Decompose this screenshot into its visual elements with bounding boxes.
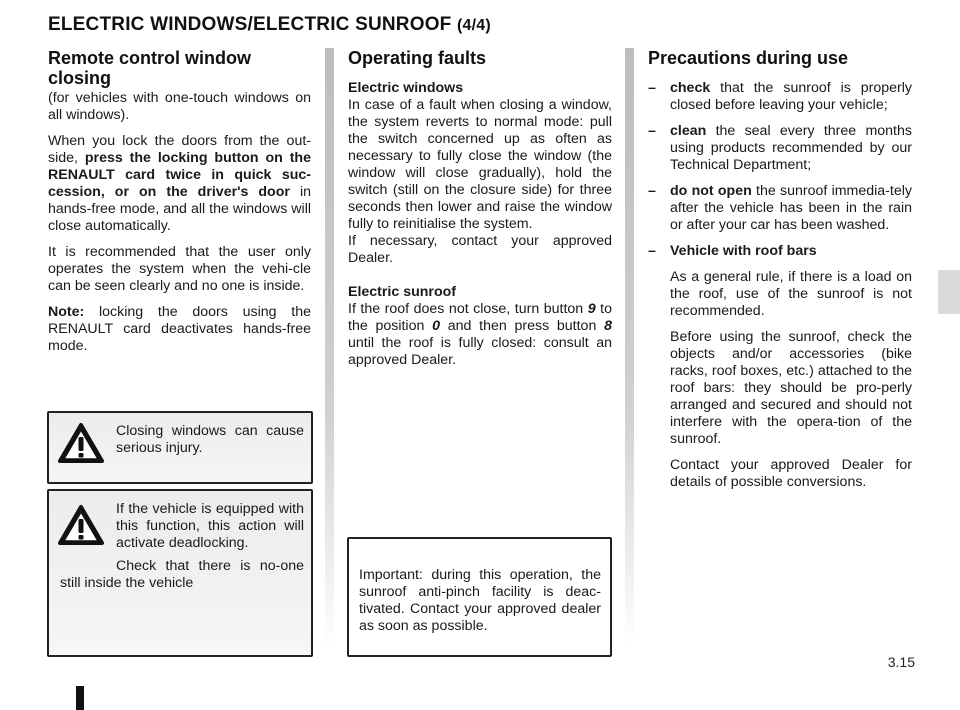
roof-bars-text-1: As a general rule, if there is a load on the roof, use of the sunroof is not recommended. xyxy=(670,269,912,319)
electric-sunroof-text xyxy=(348,301,612,369)
column-divider-left xyxy=(325,48,334,648)
locking-text-end: in hands-free mode, and all the windows will close automatically. xyxy=(48,184,311,234)
column-remote-closing xyxy=(48,48,311,364)
list-item xyxy=(648,183,912,234)
precautions-list xyxy=(648,80,912,260)
section-heading-operating-faults: Operating faults xyxy=(348,48,487,68)
button-8-ref: 8 xyxy=(604,318,612,334)
warning-box-deadlocking xyxy=(47,489,313,657)
warning-injury-text: Closing windows can cause serious injury. xyxy=(116,423,304,456)
button-9-ref: 9 xyxy=(587,301,596,317)
dash-mark: – xyxy=(648,80,656,96)
warning-triangle-icon xyxy=(57,504,105,546)
important-text: Important: during this operation, the sunroof anti-pinch facility is deac-tivated. Contact your approved dealer as soon as possible. xyxy=(359,567,601,634)
roof-bars-text-3: Contact your approved Dealer for details of possible conversions. xyxy=(670,457,912,490)
page-title xyxy=(48,14,491,36)
sunroof-text-d: until the roof is fully closed: consult an approved Dealer. xyxy=(348,335,612,368)
note-paragraph xyxy=(48,304,311,355)
sunroof-text-b: to the position xyxy=(348,301,612,334)
chapter-tab xyxy=(938,270,960,314)
precaution-key: Vehicle with roof bars xyxy=(670,243,817,259)
subheading-electric-sunroof: Electric sunroof xyxy=(348,284,457,300)
precaution-key: do not open xyxy=(670,183,752,199)
sunroof-text-a: If the roof does not close, turn button xyxy=(348,301,584,317)
column-precautions xyxy=(648,48,912,500)
dash-mark: – xyxy=(648,183,656,199)
locking-text-bold: press the locking button on the RENAULT card twice in quick suc-cession, or on the driver's door xyxy=(48,150,311,200)
electric-windows-contact: If necessary, contact your approved Dealer. xyxy=(348,233,612,266)
note-text: locking the doors using the RENAULT card deactivates hands-free mode. xyxy=(48,304,311,354)
roof-bars-text-2: Before using the sunroof, check the objects and/or accessories (bike racks, roof boxes, etc.) attached to the roof bars: they should be pro-perly arranged and secured and should not interfere with the opera-tion of the sunroof. xyxy=(670,329,912,447)
precaution-key: clean xyxy=(670,123,707,139)
intro-text: (for vehicles with one-touch windows on all windows). xyxy=(48,90,311,123)
column-divider-right xyxy=(625,48,634,648)
subheading-electric-windows: Electric windows xyxy=(348,80,464,96)
warning-check-text: Check that there is no-one still inside the vehicle xyxy=(60,558,304,591)
locking-text-start: When you lock the doors from the out-side, xyxy=(48,133,311,166)
list-item xyxy=(648,243,912,260)
dash-mark: – xyxy=(648,243,656,259)
crop-mark xyxy=(76,686,84,710)
precaution-text: the sunroof immedia-tely after the vehicle has been in the rain or after your car has been washed. xyxy=(670,183,912,233)
page-number: 3.15 xyxy=(887,654,915,670)
warning-box-injury xyxy=(47,411,313,484)
note-label: Note: xyxy=(48,304,85,320)
locking-paragraph xyxy=(48,133,311,235)
section-heading-precautions: Precautions during use xyxy=(648,48,849,68)
list-item xyxy=(648,123,912,174)
dash-mark: – xyxy=(648,123,656,139)
important-box xyxy=(347,537,612,657)
position-0-ref: 0 xyxy=(432,318,440,334)
precaution-key: check xyxy=(670,80,711,96)
precaution-text: the seal every three months using products recommended by our Technical Department; xyxy=(670,123,912,173)
warning-triangle-icon xyxy=(57,422,105,464)
sunroof-text-c: and then press button xyxy=(447,318,597,334)
column-operating-faults xyxy=(348,48,612,378)
section-heading-remote-closing: Remote control window closing xyxy=(48,48,252,88)
page-title-part: (4/4) xyxy=(456,17,491,34)
recommendation-paragraph: It is recommended that the user only operates the system when the vehi-cle can be seen clearly and no one is inside. xyxy=(48,244,311,294)
precaution-text: that the sunroof is properly closed before leaving your vehicle; xyxy=(670,80,912,113)
list-item xyxy=(648,80,912,114)
warning-deadlocking-text: If the vehicle is equipped with this function, this action will activate deadlocking. xyxy=(116,501,304,551)
electric-windows-text: In case of a fault when closing a window, the system reverts to normal mode: pull the switch concerned up as often as necessary to fully close the window (the window will close gradually), hold the switch (still on the closure side) for three seconds then lower and raise the window fully to reinitialise the system. xyxy=(348,97,612,232)
page-title-text: ELECTRIC WINDOWS/ELECTRIC SUNROOF xyxy=(48,14,452,35)
